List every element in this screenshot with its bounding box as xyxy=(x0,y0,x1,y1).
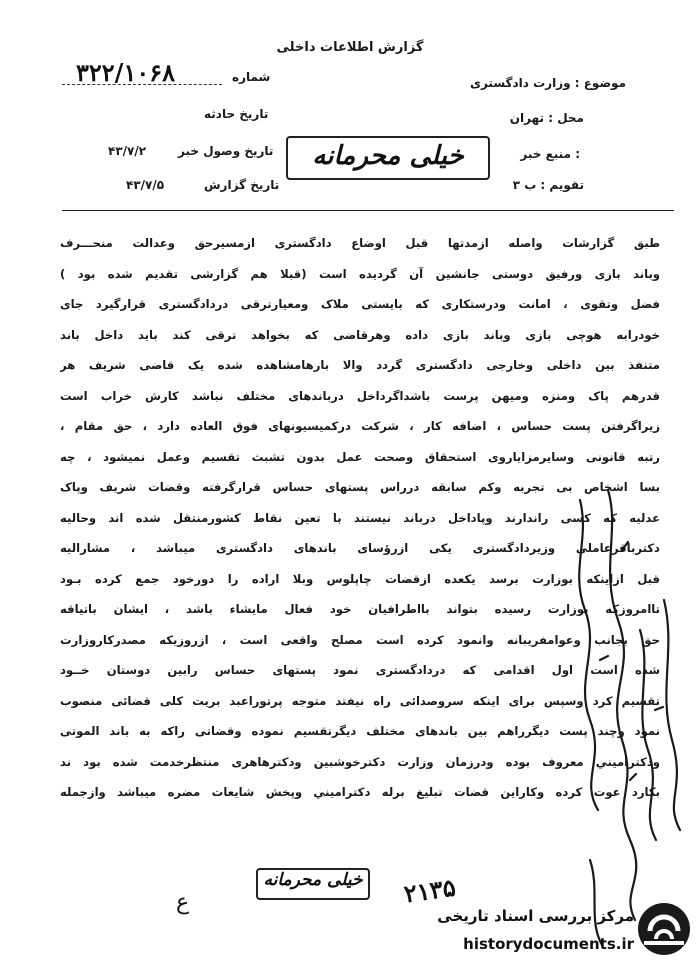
body-line: دکترباقرعاملی وزیردادگستری یکی ازرؤسای باندهای دادگستری میباشد ، مشارالیه xyxy=(60,541,660,555)
report-date-value: ۴۳/۷/۵ xyxy=(126,178,165,192)
bottom-mark: ع xyxy=(176,890,190,915)
body-line: عدلیه که کسی راندارند وپاداخل درباند نیستند با تعین نقاط کشورمنتقل شده اند وحالیه xyxy=(60,510,660,525)
watermark-url: historydocuments.ir xyxy=(463,935,634,953)
header-divider xyxy=(62,210,674,211)
body-line: خودرابه هوچی بازی وباند بازی داده وهرقاضی که بخواهد ترقی کند باید داخل باند xyxy=(60,327,660,342)
rating-label: تقویم : ب ۳ xyxy=(512,178,584,192)
watermark-name: مرکز بررسی اسناد تاریخی xyxy=(437,907,634,925)
report-date-label: تاریخ گزارش xyxy=(204,178,280,192)
location-label: محل : تهران xyxy=(509,111,584,125)
number-value: ۳۲۲/۱۰۶۸ xyxy=(76,58,175,87)
body-line: ودکتراميني معروف بوده ودرزمان وزارت دکترخوشبین ودکترهاهری منتظرخدمت شده بود ند xyxy=(60,754,660,769)
archive-logo-icon xyxy=(636,901,692,957)
body-line: رتبه قانونی وسایرمزایاروی استحقاق وصحت عمل بدون تشبث تقسیم وعمل نمیشود ، چه xyxy=(60,449,660,464)
event-date-label: تاریخ حادثه xyxy=(204,107,269,121)
body-line: حق بجانب وعوامفریبانه وانمود کرده است مصلح واقعی است ، ازروزیکه مصدرکاروزارت xyxy=(60,632,660,647)
body-line: زیراگرفتن پست حساس ، اضافه کار ، شرکت درکمیسیونهای فوق العاده دارد ، حق مقام ، xyxy=(60,419,660,433)
number-underline xyxy=(62,84,222,85)
body-line: فضل وتقوی ، امانت ودرستکاری که بایستی ملاک ومعیارترقی دردادگستری قرارگیرد جای xyxy=(60,297,660,311)
number-label: شماره xyxy=(232,70,271,84)
body-line: بکارد عوت کرده وکاراین قضات تبلیغ برله دکتراميني وپخش شایعات مضره میباشد وازجمله xyxy=(60,785,660,799)
report-title: گزارش اطلاعات داخلی xyxy=(276,40,424,55)
body-line: تاامروزکه بوزارت رسیده بتواند بااطرافیان خود فعال مایشاء باشد ، ایشان باتیاقه xyxy=(60,602,660,616)
body-line: قدرهم پاک ومنزه ومیهن پرست باشداگرداخل درباندهای مختلف نباشد کارش خراب است xyxy=(60,388,660,403)
margin-handwriting xyxy=(560,480,700,950)
body-line: نمود وچند پست دیگرراهم بین باندهای مختلف دیگرتقسیم نموده وقضاتی راکه به باند الموتی xyxy=(60,724,660,738)
body-line: متنفذ بین داخلی وخارجی دادگستری گردد والا بارهامشاهده شده یک قاضی شریف هر xyxy=(60,358,660,372)
body-line: بسا اشخاص بی تجربه وکم سابقه درراس پستهای حساس قرارگرفته وقضات شریف وپاک xyxy=(60,480,660,494)
body-line: تقسیم کرد وسپس برای اینکه سروصدائی راه نیفتد متوجه پرتوراعبد بریت کلی قضائی منصوب xyxy=(60,693,660,708)
body-line: قبل ازاینکه بوزارت برسد یکعده ازقضات چاپلوس وبلا اراده را دورخود جمع کرده بـود xyxy=(60,571,660,586)
source-label: منبع خبر : xyxy=(520,147,580,161)
bottom-handwritten-number: ۲۱۳۵ xyxy=(402,872,458,909)
subject-label: موضوع : وزارت دادگستری xyxy=(469,76,626,90)
receipt-date-label: تاریخ وصول خبر xyxy=(178,144,274,158)
bottom-stamp xyxy=(256,868,370,900)
body-line: وباند بازی ورفیق دوستی جانشین آن گردیده است (قبلا هم گزارشی تقدیم شده بود ) xyxy=(60,266,660,281)
watermark xyxy=(437,897,692,967)
receipt-date-value: ۴۳/۷/۲ xyxy=(108,144,147,158)
body-line: شده است اول اقدامی که دردادگستری نمود پستهای حساس رابین دوستان خــود xyxy=(60,663,660,677)
bottom-stamp-text: خیلی محرمانه xyxy=(263,870,363,890)
source-stamp xyxy=(286,136,490,180)
source-stamp-text: خیلی محرمانه xyxy=(312,141,464,171)
body-line: طبق گزارشات واصله ازمدتها قبل اوضاع دادگستری ازمسیرحق وعدالت منحـــرف xyxy=(60,236,660,250)
